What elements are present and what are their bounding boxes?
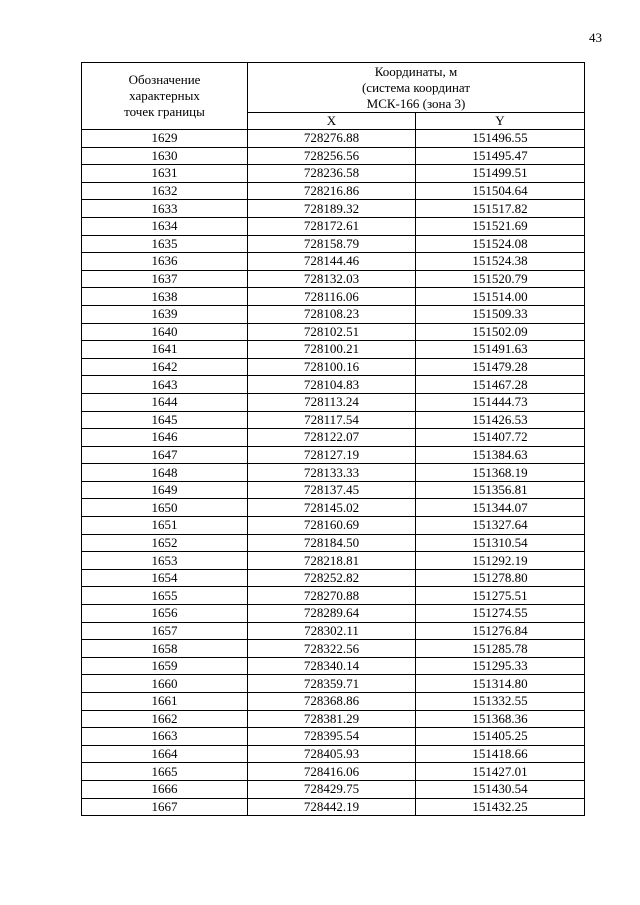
y-coordinate-cell: 151467.28 [416, 376, 585, 394]
point-cell: 1661 [82, 693, 248, 711]
table-row [82, 622, 585, 640]
table-row [82, 323, 585, 341]
point-cell: 1663 [82, 728, 248, 746]
table-row [82, 587, 585, 605]
table-row [82, 640, 585, 658]
table-row [82, 798, 585, 816]
y-coordinate-cell: 151274.55 [416, 605, 585, 623]
y-coordinate-cell: 151405.25 [416, 728, 585, 746]
point-cell: 1634 [82, 217, 248, 235]
point-cell: 1646 [82, 429, 248, 447]
table-row [82, 253, 585, 271]
y-coordinate-cell: 151407.72 [416, 429, 585, 447]
table-row [82, 182, 585, 200]
table-row [82, 481, 585, 499]
point-cell: 1655 [82, 587, 248, 605]
x-coordinate-cell: 728270.88 [248, 587, 416, 605]
table-row [82, 411, 585, 429]
y-coordinate-cell: 151310.54 [416, 534, 585, 552]
point-cell: 1667 [82, 798, 248, 816]
table-row [82, 728, 585, 746]
table-row [82, 341, 585, 359]
coordinates-table [81, 62, 585, 816]
y-coordinate-cell: 151427.01 [416, 763, 585, 781]
point-cell: 1631 [82, 165, 248, 183]
point-cell: 1632 [82, 182, 248, 200]
table-row [82, 393, 585, 411]
x-coordinate-cell: 728172.61 [248, 217, 416, 235]
y-coordinate-cell: 151430.54 [416, 780, 585, 798]
y-coordinate-cell: 151332.55 [416, 693, 585, 711]
point-cell: 1630 [82, 147, 248, 165]
y-coordinate-cell: 151479.28 [416, 358, 585, 376]
x-coordinate-cell: 728132.03 [248, 270, 416, 288]
table-row [82, 693, 585, 711]
x-coordinate-cell: 728102.51 [248, 323, 416, 341]
table-row [82, 429, 585, 447]
table-row [82, 499, 585, 517]
point-column-header: Обозначение характерных точек границы [82, 63, 248, 130]
y-coordinate-cell: 151418.66 [416, 745, 585, 763]
y-coordinate-cell: 151444.73 [416, 393, 585, 411]
table-row [82, 534, 585, 552]
point-cell: 1666 [82, 780, 248, 798]
table-row [82, 305, 585, 323]
x-coordinate-cell: 728429.75 [248, 780, 416, 798]
table-row [82, 675, 585, 693]
coordinates-group-header: Координаты, м (система координат МСК-166 (зона 3) [248, 63, 585, 113]
table-row [82, 446, 585, 464]
point-cell: 1648 [82, 464, 248, 482]
table-row [82, 657, 585, 675]
x-coordinate-cell: 728144.46 [248, 253, 416, 271]
x-coordinate-cell: 728395.54 [248, 728, 416, 746]
point-cell: 1657 [82, 622, 248, 640]
table-header [82, 63, 585, 130]
point-cell: 1639 [82, 305, 248, 323]
point-cell: 1645 [82, 411, 248, 429]
x-coordinate-cell: 728116.06 [248, 288, 416, 306]
x-coordinate-cell: 728127.19 [248, 446, 416, 464]
point-cell: 1660 [82, 675, 248, 693]
y-coordinate-cell: 151514.00 [416, 288, 585, 306]
x-coordinate-cell: 728359.71 [248, 675, 416, 693]
point-cell: 1640 [82, 323, 248, 341]
point-cell: 1662 [82, 710, 248, 728]
x-coordinate-cell: 728381.29 [248, 710, 416, 728]
x-coordinate-cell: 728302.11 [248, 622, 416, 640]
y-coordinate-cell: 151368.36 [416, 710, 585, 728]
x-column-header: X [248, 113, 416, 130]
y-coordinate-cell: 151295.33 [416, 657, 585, 675]
x-coordinate-cell: 728218.81 [248, 552, 416, 570]
point-cell: 1638 [82, 288, 248, 306]
point-cell: 1644 [82, 393, 248, 411]
point-cell: 1652 [82, 534, 248, 552]
point-cell: 1635 [82, 235, 248, 253]
x-coordinate-cell: 728122.07 [248, 429, 416, 447]
table-row [82, 376, 585, 394]
point-cell: 1629 [82, 130, 248, 148]
x-coordinate-cell: 728113.24 [248, 393, 416, 411]
table-row [82, 710, 585, 728]
y-coordinate-cell: 151520.79 [416, 270, 585, 288]
y-coordinate-cell: 151314.80 [416, 675, 585, 693]
table-row [82, 358, 585, 376]
x-coordinate-cell: 728137.45 [248, 481, 416, 499]
y-coordinate-cell: 151504.64 [416, 182, 585, 200]
table-row [82, 745, 585, 763]
table-row [82, 147, 585, 165]
x-coordinate-cell: 728322.56 [248, 640, 416, 658]
table-row [82, 200, 585, 218]
x-coordinate-cell: 728100.21 [248, 341, 416, 359]
y-coordinate-cell: 151524.38 [416, 253, 585, 271]
y-coordinate-cell: 151502.09 [416, 323, 585, 341]
point-cell: 1642 [82, 358, 248, 376]
point-cell: 1650 [82, 499, 248, 517]
y-coordinate-cell: 151491.63 [416, 341, 585, 359]
x-coordinate-cell: 728340.14 [248, 657, 416, 675]
y-column-header: Y [416, 113, 585, 130]
y-coordinate-cell: 151275.51 [416, 587, 585, 605]
y-coordinate-cell: 151344.07 [416, 499, 585, 517]
y-coordinate-cell: 151384.63 [416, 446, 585, 464]
y-coordinate-cell: 151285.78 [416, 640, 585, 658]
x-coordinate-cell: 728216.86 [248, 182, 416, 200]
point-cell: 1641 [82, 341, 248, 359]
x-coordinate-cell: 728160.69 [248, 517, 416, 535]
table-row [82, 270, 585, 288]
x-coordinate-cell: 728117.54 [248, 411, 416, 429]
x-coordinate-cell: 728368.86 [248, 693, 416, 711]
x-coordinate-cell: 728145.02 [248, 499, 416, 517]
point-cell: 1659 [82, 657, 248, 675]
x-coordinate-cell: 728252.82 [248, 569, 416, 587]
table-row [82, 569, 585, 587]
y-coordinate-cell: 151496.55 [416, 130, 585, 148]
point-cell: 1656 [82, 605, 248, 623]
table-row [82, 763, 585, 781]
x-coordinate-cell: 728289.64 [248, 605, 416, 623]
point-cell: 1637 [82, 270, 248, 288]
y-coordinate-cell: 151524.08 [416, 235, 585, 253]
x-coordinate-cell: 728189.32 [248, 200, 416, 218]
table-row [82, 235, 585, 253]
table-row [82, 288, 585, 306]
point-cell: 1658 [82, 640, 248, 658]
x-coordinate-cell: 728405.93 [248, 745, 416, 763]
table-row [82, 217, 585, 235]
y-coordinate-cell: 151368.19 [416, 464, 585, 482]
page-number: 43 [589, 30, 602, 45]
table-body [82, 130, 585, 816]
x-coordinate-cell: 728100.16 [248, 358, 416, 376]
y-coordinate-cell: 151426.53 [416, 411, 585, 429]
y-coordinate-cell: 151517.82 [416, 200, 585, 218]
table-row [82, 464, 585, 482]
table-row [82, 780, 585, 798]
x-coordinate-cell: 728158.79 [248, 235, 416, 253]
table-row [82, 517, 585, 535]
y-coordinate-cell: 151495.47 [416, 147, 585, 165]
x-coordinate-cell: 728104.83 [248, 376, 416, 394]
y-coordinate-cell: 151292.19 [416, 552, 585, 570]
point-cell: 1664 [82, 745, 248, 763]
y-coordinate-cell: 151327.64 [416, 517, 585, 535]
point-cell: 1633 [82, 200, 248, 218]
y-coordinate-cell: 151521.69 [416, 217, 585, 235]
x-coordinate-cell: 728108.23 [248, 305, 416, 323]
x-coordinate-cell: 728442.19 [248, 798, 416, 816]
table-row [82, 130, 585, 148]
point-cell: 1653 [82, 552, 248, 570]
x-coordinate-cell: 728276.88 [248, 130, 416, 148]
point-cell: 1649 [82, 481, 248, 499]
x-coordinate-cell: 728133.33 [248, 464, 416, 482]
table-row [82, 605, 585, 623]
point-cell: 1643 [82, 376, 248, 394]
x-coordinate-cell: 728184.50 [248, 534, 416, 552]
point-cell: 1651 [82, 517, 248, 535]
y-coordinate-cell: 151278.80 [416, 569, 585, 587]
y-coordinate-cell: 151499.51 [416, 165, 585, 183]
y-coordinate-cell: 151356.81 [416, 481, 585, 499]
x-coordinate-cell: 728416.06 [248, 763, 416, 781]
point-cell: 1636 [82, 253, 248, 271]
y-coordinate-cell: 151276.84 [416, 622, 585, 640]
point-cell: 1654 [82, 569, 248, 587]
table-row [82, 165, 585, 183]
point-cell: 1665 [82, 763, 248, 781]
x-coordinate-cell: 728236.58 [248, 165, 416, 183]
x-coordinate-cell: 728256.56 [248, 147, 416, 165]
table-row [82, 552, 585, 570]
point-cell: 1647 [82, 446, 248, 464]
y-coordinate-cell: 151432.25 [416, 798, 585, 816]
y-coordinate-cell: 151509.33 [416, 305, 585, 323]
